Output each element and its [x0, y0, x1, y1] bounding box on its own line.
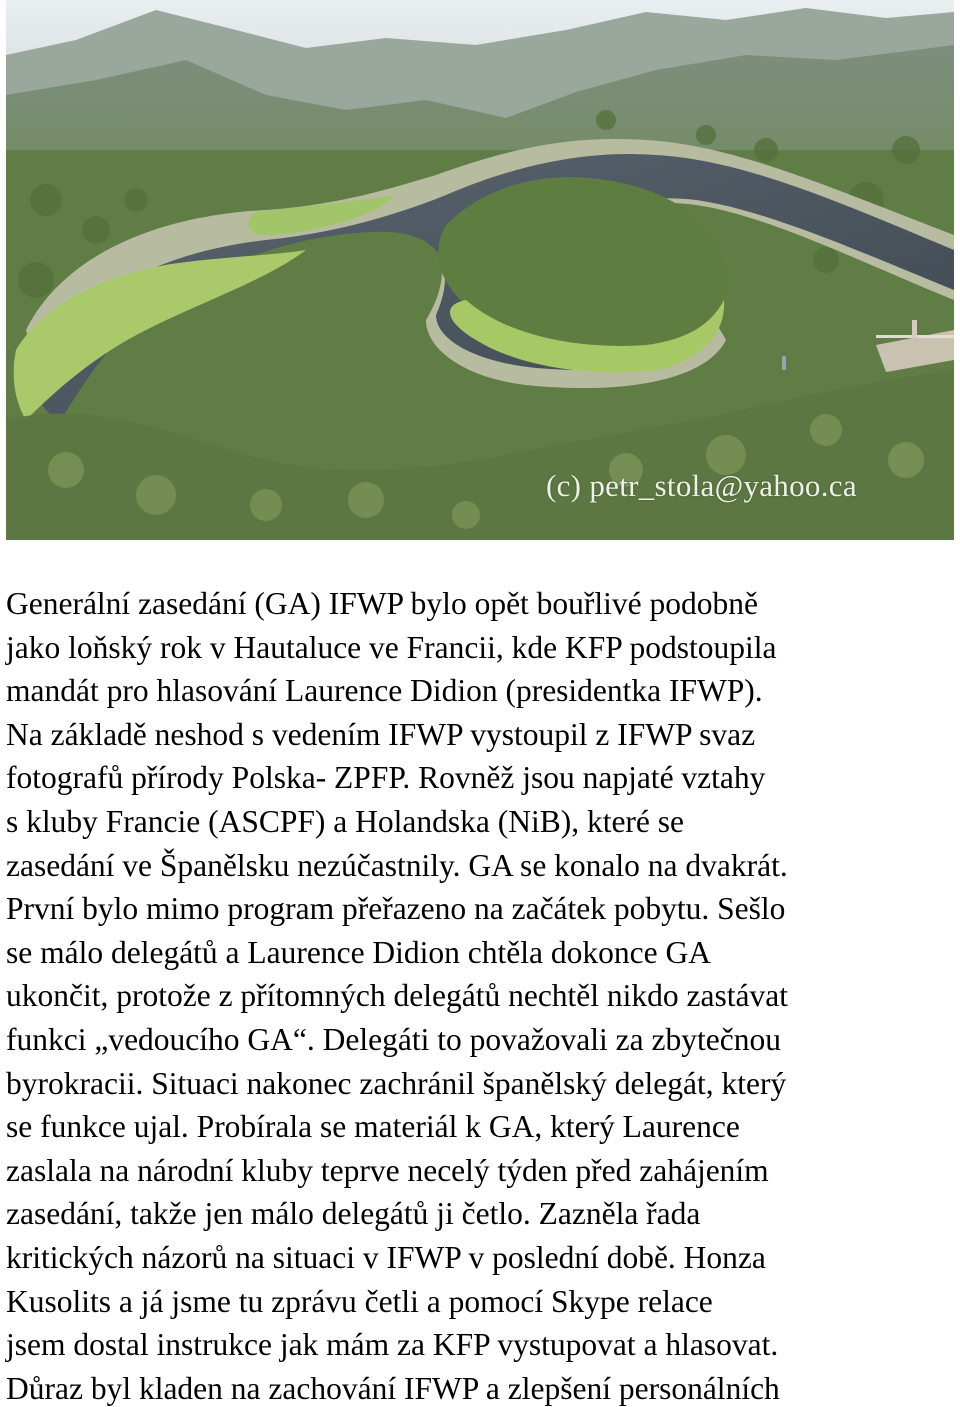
photo-watermark: (c) petr_stola@yahoo.ca [546, 468, 857, 503]
paragraph-line: se málo delegátů a Laurence Didion chtěla dokonce GA [6, 934, 711, 970]
river-meander-illustration [6, 0, 954, 540]
paragraph-line: jsem dostal instrukce jak mám za KFP vystupovat a hlasovat. [6, 1327, 779, 1363]
paragraph-line: se funkce ujal. Probírala se materiál k GA, který Laurence [6, 1109, 740, 1145]
paragraph-line: jako loňský rok v Hautaluce ve Francii, kde KFP podstoupila [6, 629, 777, 665]
paragraph-line: fotografů přírody Polska- ZPFP. Rovněž jsou napjaté vztahy [6, 760, 766, 796]
paragraph-line: s kluby Francie (ASCPF) a Holandska (NiB), které se [6, 803, 685, 839]
paragraph-line: zaslala na národní kluby teprve necelý týden před zahájením [6, 1152, 769, 1188]
paragraph-line: Generální zasedání (GA) IFWP bylo opět bouřlivé podobně [6, 586, 759, 621]
paragraph-line: Důraz byl kladen na zachování IFWP a zlepšení personálních [6, 1370, 780, 1406]
paragraph-line: zasedání, takže jen málo delegátů ji četlo. Zazněla řada [6, 1196, 701, 1232]
paragraph-line: funkci „vedoucího GA“. Delegáti to považovali za zbytečnou [6, 1021, 781, 1057]
paragraph-line: ukončit, protože z přítomných delegátů nechtěl nikdo zastávat [6, 978, 788, 1014]
paragraph-line: První bylo mimo program přeřazeno na začátek pobytu. Sešlo [6, 891, 786, 927]
landscape-photo [6, 0, 954, 540]
person-1 [912, 320, 917, 338]
person-2 [782, 356, 786, 370]
paragraph-line: zasedání ve Španělsku nezúčastnily. GA se konalo na dvakrát. [6, 847, 788, 883]
paragraph-line: kritických názorů na situaci v IFWP v poslední době. Honza [6, 1239, 766, 1275]
article-text [6, 582, 956, 1407]
paragraph-line: Kusolits a já jsme tu zprávu četli a pomocí Skype relace [6, 1283, 713, 1319]
paragraph-line: Na základě neshod s vedením IFWP vystoupil z IFWP svaz [6, 716, 756, 752]
paragraph-line: mandát pro hlasování Laurence Didion (presidentka IFWP). [6, 673, 763, 709]
paragraph-line: byrokracii. Situaci nakonec zachránil španělský delegát, který [6, 1065, 787, 1101]
